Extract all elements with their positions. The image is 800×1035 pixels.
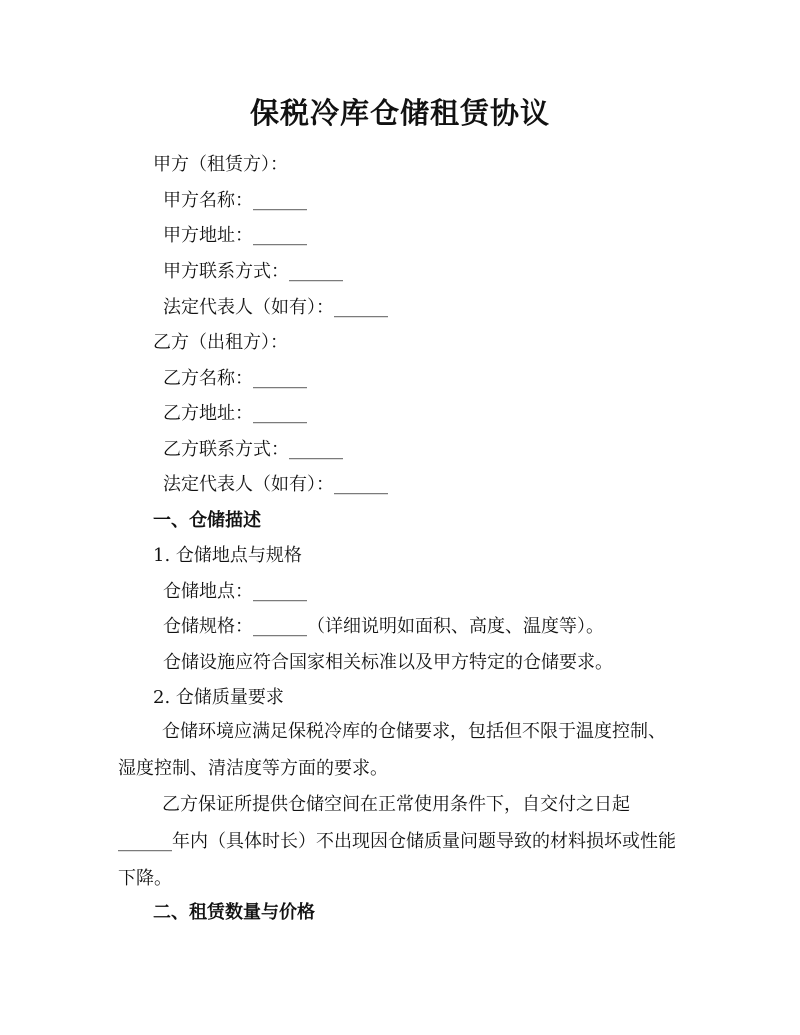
quality-paragraph-2: 乙方保证所提供仓储空间在正常使用条件下，自交付之日起______年内（具体时长）不出现因仓储质量问题导致的材料损坏或性能下降。	[118, 794, 676, 889]
party-a-name: 甲方名称：______	[163, 190, 307, 211]
party-b-address: 乙方地址：______	[163, 403, 307, 424]
storage-spec: 仓储规格：______（详细说明如面积、高度、温度等）。	[163, 616, 604, 637]
section-1-heading: 一、仓储描述	[153, 510, 261, 531]
party-a-legal-rep: 法定代表人（如有）：______	[163, 297, 388, 318]
party-b-legal-rep: 法定代表人（如有）：______	[163, 474, 388, 495]
storage-location: 仓储地点：______	[163, 581, 307, 602]
party-b-heading: 乙方（出租方）：	[153, 332, 288, 353]
item-2-heading: 2. 仓储质量要求	[153, 687, 284, 708]
party-b-contact: 乙方联系方式：______	[163, 439, 343, 460]
document-title: 保税冷库仓储租赁协议	[249, 96, 550, 130]
party-b-name: 乙方名称：______	[163, 368, 307, 389]
party-a-heading: 甲方（租赁方）：	[153, 154, 288, 175]
quality-paragraph-1: 仓储环境应满足保税冷库的仓储要求，包括但不限于温度控制、湿度控制、清洁度等方面的要求。	[118, 721, 666, 779]
party-a-contact: 甲方联系方式：______	[163, 261, 343, 282]
item-1-heading: 1. 仓储地点与规格	[153, 545, 302, 566]
section-2-heading: 二、租赁数量与价格	[153, 902, 315, 923]
storage-standard: 仓储设施应符合国家相关标准以及甲方特定的仓储要求。	[163, 652, 613, 673]
party-a-address: 甲方地址：______	[163, 225, 307, 246]
